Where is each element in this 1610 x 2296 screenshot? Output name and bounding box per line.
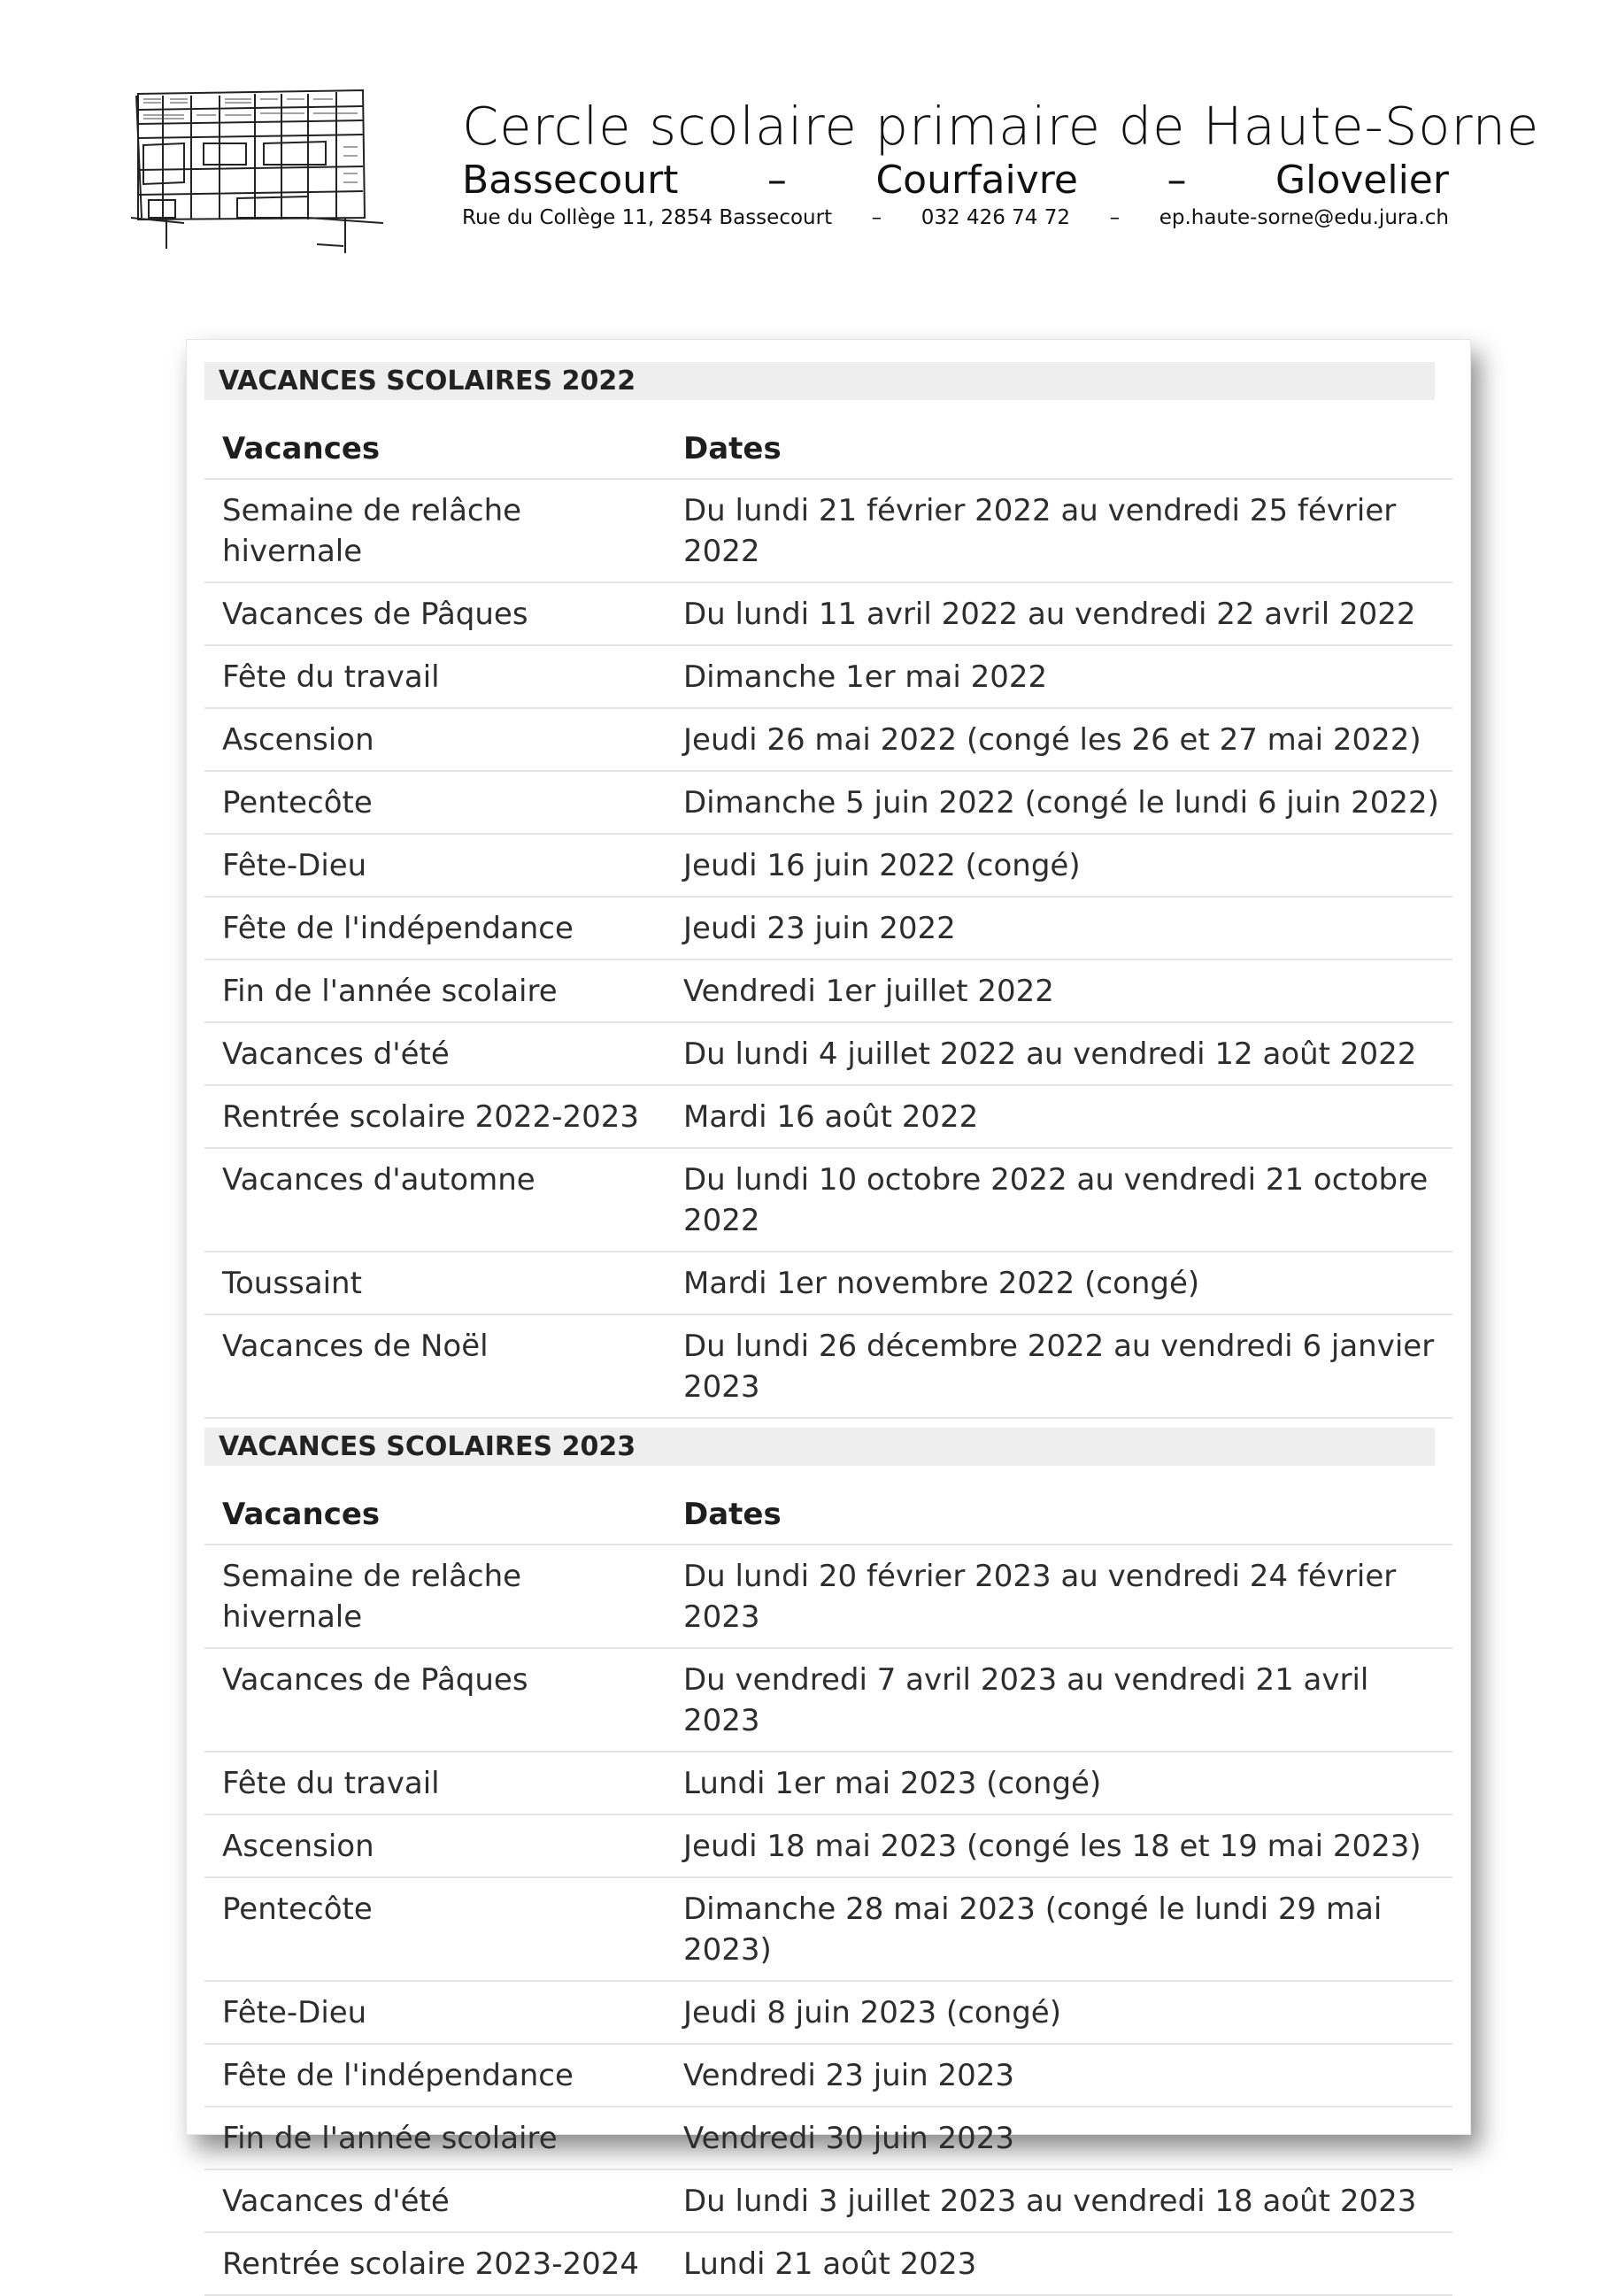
- table-row: [204, 1085, 1452, 1148]
- dash-separator: –: [1109, 206, 1121, 229]
- holiday-name-cell: Fête-Dieu: [204, 834, 666, 897]
- column-header-dates: Dates: [666, 400, 1452, 479]
- holiday-dates-cell: Dimanche 28 mai 2023 (congé le lundi 29 mai 2023): [666, 1877, 1452, 1981]
- holidays-table-2023: [204, 1466, 1452, 2296]
- holidays-table-2022: [204, 400, 1452, 1419]
- holiday-name-cell: Fête de l'indépendance: [204, 2044, 666, 2107]
- email-address[interactable]: ep.haute-sorne@edu.jura.ch: [1159, 206, 1449, 229]
- holiday-name-cell: Fin de l'année scolaire: [204, 2107, 666, 2169]
- holiday-name-cell: Semaine de relâche hivernale: [204, 1545, 666, 1648]
- holiday-name-cell: Ascension: [204, 708, 666, 771]
- holiday-dates-cell: Du vendredi 7 avril 2023 au vendredi 21 avril 2023: [666, 1648, 1452, 1752]
- table-row: [204, 1545, 1452, 1648]
- table-row: [204, 959, 1452, 1022]
- holiday-dates-cell: Lundi 21 août 2023: [666, 2232, 1452, 2295]
- section-header-2022: VACANCES SCOLAIRES 2022: [204, 362, 1435, 400]
- table-row: [204, 1148, 1452, 1252]
- holiday-dates-cell: Vendredi 1er juillet 2022: [666, 959, 1452, 1022]
- dash-separator: –: [871, 206, 882, 229]
- table-row: [204, 708, 1452, 771]
- holiday-dates-cell: Du lundi 20 février 2023 au vendredi 24 février 2023: [666, 1545, 1452, 1648]
- holiday-name-cell: Vacances d'été: [204, 1022, 666, 1085]
- holiday-name-cell: Pentecôte: [204, 771, 666, 834]
- holiday-name-cell: Rentrée scolaire 2022-2023: [204, 1085, 666, 1148]
- holiday-name-cell: Vacances de Pâques: [204, 582, 666, 645]
- town-bassecourt: Bassecourt: [462, 158, 679, 203]
- holiday-dates-cell: Du lundi 10 octobre 2022 au vendredi 21 octobre 2022: [666, 1148, 1452, 1252]
- table-header-row: [204, 400, 1452, 479]
- holiday-name-cell: Semaine de relâche hivernale: [204, 479, 666, 582]
- column-header-dates: Dates: [666, 1466, 1452, 1545]
- holidays-tables: [204, 362, 1452, 2296]
- holiday-name-cell: Vacances d'été: [204, 2169, 666, 2232]
- holiday-name-cell: Fête du travail: [204, 645, 666, 708]
- table-header-row: [204, 1466, 1452, 1545]
- table-row: [204, 1877, 1452, 1981]
- holiday-dates-cell: Jeudi 23 juin 2022: [666, 897, 1452, 959]
- column-header-vacances: Vacances: [204, 400, 666, 479]
- holiday-name-cell: Vacances de Noël: [204, 1314, 666, 1418]
- holiday-dates-cell: Vendredi 30 juin 2023: [666, 2107, 1452, 2169]
- holiday-name-cell: Fête du travail: [204, 1752, 666, 1814]
- holiday-dates-cell: Jeudi 16 juin 2022 (congé): [666, 834, 1452, 897]
- table-row: [204, 1648, 1452, 1752]
- school-building-logo: [131, 85, 383, 253]
- holiday-dates-cell: Dimanche 1er mai 2022: [666, 645, 1452, 708]
- holiday-dates-cell: Du lundi 11 avril 2022 au vendredi 22 avril 2022: [666, 582, 1452, 645]
- holiday-name-cell: Vacances d'automne: [204, 1148, 666, 1252]
- town-courfaivre: Courfaivre: [875, 158, 1078, 203]
- holiday-dates-cell: Jeudi 26 mai 2022 (congé les 26 et 27 mai 2022): [666, 708, 1452, 771]
- town-glovelier: Glovelier: [1275, 158, 1449, 203]
- table-row: [204, 1814, 1452, 1877]
- phone-number: 032 426 74 72: [921, 206, 1071, 229]
- table-row: [204, 2044, 1452, 2107]
- contact-line: [462, 204, 1449, 232]
- holiday-name-cell: Vacances de Pâques: [204, 1648, 666, 1752]
- holiday-dates-cell: Du lundi 3 juillet 2023 au vendredi 18 août 2023: [666, 2169, 1452, 2232]
- dash-separator: –: [766, 158, 787, 203]
- table-row: [204, 834, 1452, 897]
- dash-separator: –: [1167, 158, 1187, 203]
- table-row: [204, 2169, 1452, 2232]
- postal-address: Rue du Collège 11, 2854 Bassecourt: [462, 206, 833, 229]
- holidays-card: [186, 339, 1471, 2282]
- table-row: [204, 582, 1452, 645]
- holiday-dates-cell: Lundi 1er mai 2023 (congé): [666, 1752, 1452, 1814]
- table-row: [204, 1252, 1452, 1314]
- holiday-dates-cell: Mardi 16 août 2022: [666, 1085, 1452, 1148]
- table-row: [204, 645, 1452, 708]
- section-header-2023: VACANCES SCOLAIRES 2023: [204, 1428, 1435, 1466]
- table-row: [204, 2232, 1452, 2295]
- table-row: [204, 1314, 1452, 1418]
- school-name-title: Cercle scolaire primaire de Haute-Sorne: [462, 96, 1540, 157]
- rows-2023: [204, 1545, 1452, 2295]
- holiday-name-cell: Pentecôte: [204, 1877, 666, 1981]
- holiday-dates-cell: Mardi 1er novembre 2022 (congé): [666, 1252, 1452, 1314]
- holiday-dates-cell: Du lundi 26 décembre 2022 au vendredi 6 janvier 2023: [666, 1314, 1452, 1418]
- table-row: [204, 2107, 1452, 2169]
- table-row: [204, 897, 1452, 959]
- table-row: [204, 771, 1452, 834]
- holiday-dates-cell: Dimanche 5 juin 2022 (congé le lundi 6 juin 2022): [666, 771, 1452, 834]
- holiday-dates-cell: Vendredi 23 juin 2023: [666, 2044, 1452, 2107]
- column-header-vacances: Vacances: [204, 1466, 666, 1545]
- table-row: [204, 1752, 1452, 1814]
- holiday-name-cell: Fin de l'année scolaire: [204, 959, 666, 1022]
- table-row: [204, 1022, 1452, 1085]
- holiday-name-cell: Ascension: [204, 1814, 666, 1877]
- rows-2022: [204, 479, 1452, 1418]
- holiday-dates-cell: Du lundi 4 juillet 2022 au vendredi 12 août 2022: [666, 1022, 1452, 1085]
- holiday-name-cell: Toussaint: [204, 1252, 666, 1314]
- holiday-dates-cell: Jeudi 8 juin 2023 (congé): [666, 1981, 1452, 2044]
- table-row: [204, 1981, 1452, 2044]
- holiday-dates-cell: Jeudi 18 mai 2023 (congé les 18 et 19 mai 2023): [666, 1814, 1452, 1877]
- holiday-dates-cell: Du lundi 21 février 2022 au vendredi 25 février 2022: [666, 479, 1452, 582]
- towns-line: [462, 158, 1449, 204]
- table-row: [204, 479, 1452, 582]
- holiday-name-cell: Fête-Dieu: [204, 1981, 666, 2044]
- holiday-name-cell: Rentrée scolaire 2023-2024: [204, 2232, 666, 2295]
- holiday-name-cell: Fête de l'indépendance: [204, 897, 666, 959]
